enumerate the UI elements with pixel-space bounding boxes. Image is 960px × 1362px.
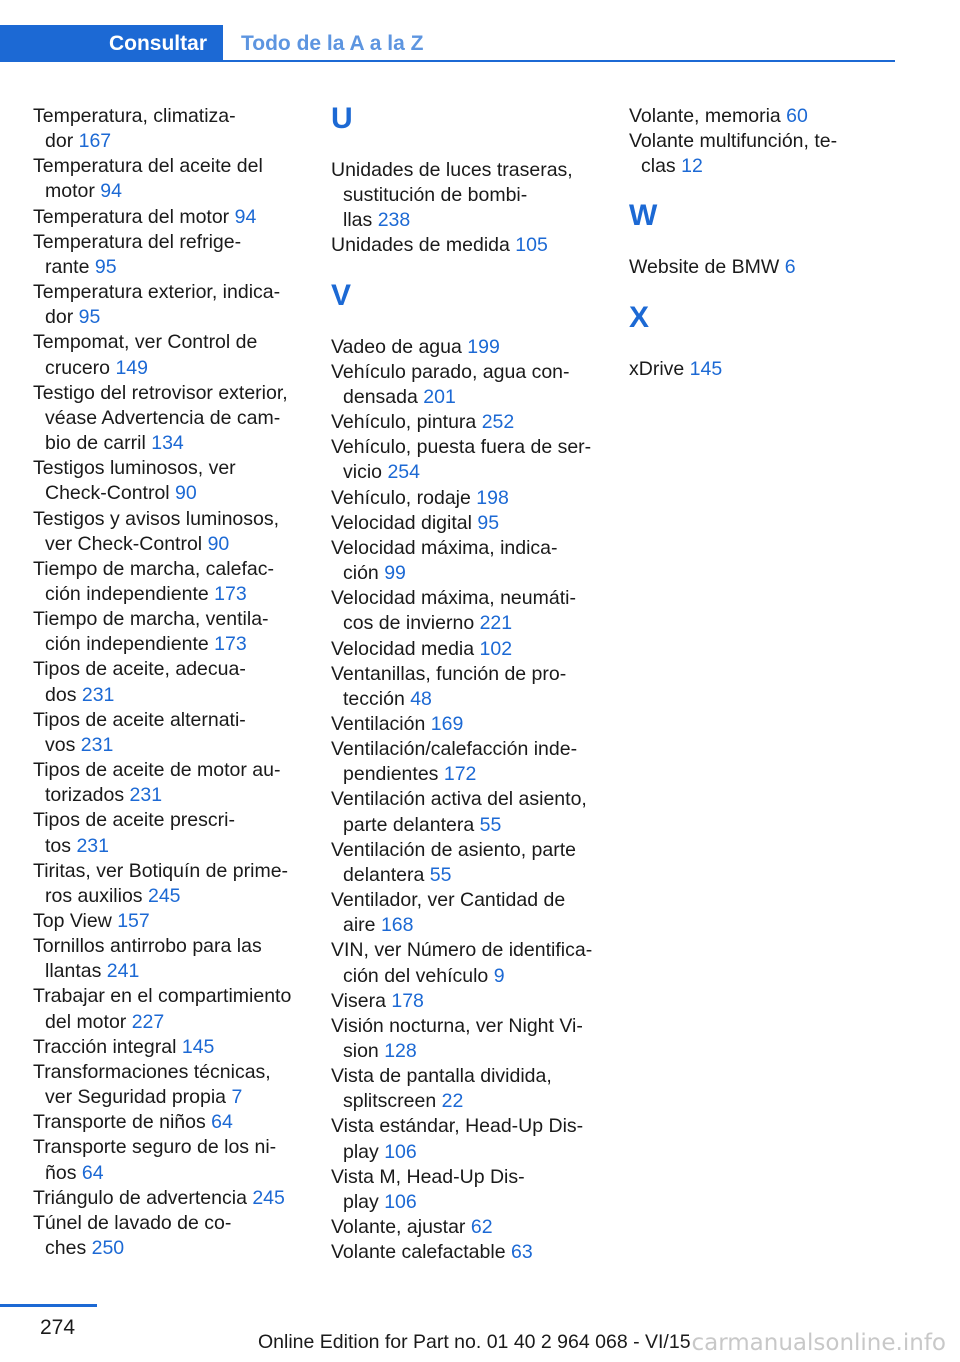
index-entry <box>33 330 303 380</box>
entry-term-continued: ver Seguridad propia <box>45 1086 232 1109</box>
entry-term-continued: sion <box>343 1040 385 1062</box>
page-link[interactable]: 48 <box>410 687 432 710</box>
entry-term-continued: sustitución de bombi- <box>343 184 528 207</box>
page-link[interactable]: 245 <box>252 1186 285 1209</box>
page-link[interactable]: 55 <box>429 863 452 886</box>
entry-term: Ventanillas, función de pro- <box>331 662 567 685</box>
entry-term-continued: tos <box>45 834 77 857</box>
index-entry <box>33 607 303 657</box>
entry-term-continued: llas <box>343 209 378 232</box>
entry-term: Ventilador, ver Cantidad de <box>331 889 566 912</box>
index-column-2 <box>331 104 601 1265</box>
entry-term-continued: densada <box>343 385 424 408</box>
entry-term: Tracción integral <box>33 1035 182 1058</box>
index-entry <box>33 104 303 154</box>
page-link[interactable]: 6 <box>784 256 796 279</box>
page-link[interactable]: 90 <box>175 482 197 505</box>
index-entry <box>33 1135 303 1185</box>
page-link[interactable]: 198 <box>476 486 509 509</box>
entry-term-continued: motor <box>45 180 101 203</box>
page-link[interactable]: 95 <box>477 511 500 534</box>
index-entry <box>331 888 601 938</box>
entry-term: Triángulo de advertencia <box>33 1186 253 1209</box>
index-entry <box>33 507 303 557</box>
page-link[interactable]: 231 <box>76 834 109 857</box>
page-link[interactable]: 95 <box>78 306 101 329</box>
entry-term: Website de BMW <box>629 256 785 279</box>
index-entry <box>33 205 303 230</box>
entry-term: Tipos de aceite alternati- <box>33 708 246 731</box>
entry-term: Unidades de medida <box>331 234 516 257</box>
footer-accent-bar <box>0 1304 97 1307</box>
index-entry <box>33 934 303 984</box>
entry-term-continued: pendientes <box>343 763 444 786</box>
entry-term-continued: llantas <box>45 960 107 983</box>
page-header <box>0 25 895 62</box>
index-entry <box>331 335 601 360</box>
page-link[interactable]: 134 <box>151 432 184 455</box>
index-entry <box>331 1165 601 1215</box>
index-entry <box>331 158 601 233</box>
index-entry <box>33 1060 303 1110</box>
tab-consultar[interactable]: Consultar <box>0 25 223 62</box>
page-link[interactable]: 231 <box>129 784 163 807</box>
entry-term: Ventilación <box>331 712 431 735</box>
index-entry <box>331 486 601 511</box>
entry-term: Tipos de aceite prescri- <box>33 809 235 832</box>
entry-term-continued: ción independiente <box>45 633 215 656</box>
index-entry <box>629 104 899 129</box>
index-entry <box>33 154 303 204</box>
index-entry <box>331 838 601 888</box>
index-entry <box>331 435 601 485</box>
entry-term: Volante, ajustar <box>331 1216 471 1239</box>
entry-term-continued: ches <box>45 1237 92 1260</box>
page-link[interactable]: 55 <box>479 813 502 836</box>
index-entry <box>331 1240 601 1265</box>
page-number: 274 <box>40 1316 76 1339</box>
page-link[interactable]: 167 <box>78 130 112 153</box>
entry-term: Unidades de luces traseras, <box>331 159 573 181</box>
page-link[interactable]: 172 <box>443 763 477 786</box>
watermark: carmanualsonline.info <box>691 1330 946 1356</box>
index-entry <box>33 557 303 607</box>
page-link[interactable]: 168 <box>380 914 414 937</box>
index-entry <box>331 233 601 258</box>
page-link[interactable]: 173 <box>214 582 247 605</box>
header-divider <box>223 60 895 62</box>
page-link[interactable]: 199 <box>467 335 500 358</box>
page-link[interactable]: 63 <box>510 1241 533 1264</box>
page-link[interactable]: 231 <box>81 683 115 706</box>
index-entry <box>33 381 303 456</box>
page-link[interactable]: 12 <box>681 155 703 178</box>
index-entry <box>33 1035 303 1060</box>
entry-term-continued: dos <box>45 683 82 706</box>
entry-term: Tipos de aceite de motor au- <box>33 759 281 782</box>
entry-term: Velocidad máxima, indica- <box>331 536 558 559</box>
entry-term: Vehículo, rodaje <box>331 486 477 509</box>
entry-term-continued: rante <box>45 255 95 278</box>
entry-term: Top View <box>33 910 118 932</box>
entry-term-continued: dor <box>45 130 79 153</box>
index-entry <box>331 410 601 435</box>
entry-term: Volante multifunción, te- <box>629 130 838 153</box>
entry-term-continued: aire <box>343 914 381 937</box>
index-entry <box>33 984 303 1034</box>
page-link[interactable]: 245 <box>147 884 181 907</box>
entry-term: Tipos de aceite, adecua- <box>33 658 246 681</box>
entry-term: Tiritas, ver Botiquín de prime- <box>33 859 289 882</box>
entry-term: Temperatura exterior, indica- <box>33 281 281 304</box>
index-entry <box>33 708 303 758</box>
index-letter: U <box>331 102 353 135</box>
entry-term: Volante calefactable <box>331 1241 511 1264</box>
page-link[interactable]: 227 <box>131 1010 165 1033</box>
entry-term: Testigo del retrovisor exterior, <box>33 381 288 404</box>
page-link[interactable]: 62 <box>470 1216 493 1239</box>
entry-term: Visión nocturna, ver Night Vi- <box>331 1014 583 1037</box>
page-link[interactable]: 99 <box>384 562 406 585</box>
entry-term: Vista de pantalla dividida, <box>331 1065 552 1088</box>
page-link[interactable]: 145 <box>689 357 723 380</box>
entry-term: Velocidad máxima, neumáti- <box>331 587 576 610</box>
entry-term-continued: ños <box>45 1161 82 1184</box>
entry-term: Trabajar en el compartimiento <box>33 985 292 1008</box>
entry-term: Vehículo parado, agua con- <box>331 360 570 383</box>
page-link[interactable]: 173 <box>214 633 247 656</box>
entry-term: xDrive <box>629 357 690 380</box>
entry-term: Transformaciones técnicas, <box>33 1060 271 1083</box>
page-link[interactable]: 60 <box>786 105 808 127</box>
entry-term-continued: vicio <box>343 461 388 484</box>
index-entry <box>33 859 303 909</box>
entry-term-continued: tección <box>343 687 411 710</box>
entry-term-continued: play <box>343 1140 385 1163</box>
entry-term: Tempomat, ver Control de <box>33 331 258 354</box>
entry-term: VIN, ver Número de identifica- <box>331 939 593 962</box>
entry-term-continued: ción independiente <box>45 582 215 605</box>
entry-term-continued: bio de carril <box>45 432 152 455</box>
entry-term-continued: dor <box>45 306 79 329</box>
entry-term: Túnel de lavado de co- <box>33 1211 232 1234</box>
index-entry <box>33 758 303 808</box>
index-entry <box>331 586 601 636</box>
entry-term-continued: Check-Control <box>45 482 176 505</box>
index-entry <box>331 737 601 787</box>
page-link[interactable]: 238 <box>377 209 411 232</box>
index-entry <box>331 1014 601 1064</box>
page-link[interactable]: 64 <box>81 1161 104 1184</box>
index-column-3 <box>629 104 899 382</box>
index-entry <box>331 1114 601 1164</box>
entry-term-continued: parte delantera <box>343 813 480 836</box>
entry-term-continued: véase Advertencia de cam- <box>45 406 281 429</box>
entry-term: Vista estándar, Head-Up Dis- <box>331 1115 584 1138</box>
index-entry <box>331 637 601 662</box>
index-column-1 <box>33 104 303 1261</box>
page-link[interactable]: 106 <box>384 1140 417 1163</box>
index-entry <box>33 456 303 506</box>
index-letter: X <box>629 300 650 334</box>
index-letter: V <box>331 278 352 312</box>
index-entry <box>33 909 303 934</box>
entry-term: Tiempo de marcha, calefac- <box>33 557 274 580</box>
page-link[interactable]: 178 <box>391 989 424 1012</box>
index-entry <box>331 1064 601 1114</box>
page-link[interactable]: 95 <box>94 255 117 278</box>
index-letter: W <box>629 199 658 233</box>
entry-term-continued: vos <box>45 733 81 756</box>
entry-term: Transporte de niños <box>33 1111 212 1134</box>
entry-term: Ventilación activa del asiento, <box>331 788 587 811</box>
page-link[interactable]: 64 <box>211 1111 233 1134</box>
index-entry <box>33 1110 303 1135</box>
page-link[interactable]: 9 <box>493 964 505 987</box>
entry-term: Velocidad media <box>331 637 480 660</box>
entry-term: Temperatura del aceite del <box>33 155 263 178</box>
entry-term: Temperatura del refrige- <box>33 230 242 253</box>
index-entry <box>629 255 899 280</box>
entry-term-continued: del motor <box>45 1010 132 1033</box>
entry-term: Vehículo, pintura <box>331 411 482 434</box>
page-link[interactable]: 157 <box>117 910 150 932</box>
page-link[interactable]: 105 <box>515 234 548 257</box>
entry-term-continued: ver Check-Control <box>45 532 208 555</box>
entry-term: Vehículo, puesta fuera de ser- <box>331 436 592 459</box>
entry-term-continued: crucero <box>45 356 116 379</box>
page-link[interactable]: 250 <box>91 1237 125 1260</box>
entry-term-continued: cos de invierno <box>343 612 480 635</box>
index-entry <box>331 360 601 410</box>
edition-note: Online Edition for Part no. 01 40 2 964 068 - VI/15 <box>258 1331 691 1353</box>
entry-term: Velocidad digital <box>331 511 478 534</box>
index-entry <box>331 787 601 837</box>
entry-term-continued: delantera <box>343 863 430 886</box>
entry-term: Testigos y avisos luminosos, <box>33 507 280 530</box>
entry-term: Temperatura del motor <box>33 205 235 228</box>
index-entry <box>629 129 899 179</box>
page-link[interactable]: 241 <box>106 960 140 983</box>
entry-term-continued: ción del vehículo <box>343 964 494 987</box>
index-entry <box>33 1186 303 1211</box>
page-link[interactable]: 221 <box>479 612 513 635</box>
page-link[interactable]: 252 <box>481 411 515 434</box>
entry-term: Vadeo de agua <box>331 335 468 358</box>
index-entry <box>331 712 601 737</box>
index-entry <box>33 808 303 858</box>
index-entry <box>33 230 303 280</box>
page-link[interactable]: 102 <box>479 637 513 660</box>
entry-term: Tornillos antirrobo para las <box>33 935 262 958</box>
index-entry <box>331 511 601 536</box>
index-entry <box>629 357 899 382</box>
index-entry <box>331 536 601 586</box>
page-link[interactable]: 90 <box>207 532 230 555</box>
entry-term-continued: play <box>343 1190 385 1213</box>
entry-term-continued: splitscreen <box>343 1090 442 1113</box>
index-entry <box>33 657 303 707</box>
page-link[interactable]: 145 <box>181 1035 215 1058</box>
index-entry <box>33 1211 303 1261</box>
index-entry <box>331 1215 601 1240</box>
entry-term-continued: ros auxilios <box>45 884 148 907</box>
entry-term: Testigos luminosos, ver <box>33 457 236 480</box>
entry-term: Transporte seguro de los ni- <box>33 1136 277 1159</box>
entry-term: Vista M, Head-Up Dis- <box>331 1165 525 1188</box>
page-link[interactable]: 94 <box>100 180 122 203</box>
entry-term: Ventilación de asiento, parte <box>331 838 577 861</box>
page-link[interactable]: 7 <box>231 1086 243 1109</box>
index-entry <box>331 938 601 988</box>
page-link[interactable]: 169 <box>430 712 464 735</box>
page-link[interactable]: 94 <box>234 205 257 228</box>
tab-todo-a-z[interactable]: Todo de la A a la Z <box>241 31 424 55</box>
entry-term-continued: clas <box>641 155 682 178</box>
page-link[interactable]: 106 <box>384 1190 417 1213</box>
entry-term: Volante, memoria <box>629 105 787 127</box>
index-entry <box>331 662 601 712</box>
page-link[interactable]: 201 <box>423 385 456 408</box>
page-link[interactable]: 22 <box>441 1090 464 1113</box>
index-entry <box>33 280 303 330</box>
page-link[interactable]: 254 <box>387 461 420 484</box>
page-link[interactable]: 128 <box>384 1040 417 1062</box>
entry-term: Tiempo de marcha, ventila- <box>33 608 269 631</box>
entry-term-continued: ción <box>343 562 385 585</box>
entry-term: Temperatura, climatiza- <box>33 105 236 127</box>
page-link[interactable]: 149 <box>115 356 148 379</box>
entry-term: Ventilación/calefacción inde- <box>331 738 578 761</box>
index-entry <box>331 989 601 1014</box>
entry-term: Visera <box>331 989 392 1012</box>
page-link[interactable]: 231 <box>80 733 114 756</box>
entry-term-continued: torizados <box>45 784 130 807</box>
